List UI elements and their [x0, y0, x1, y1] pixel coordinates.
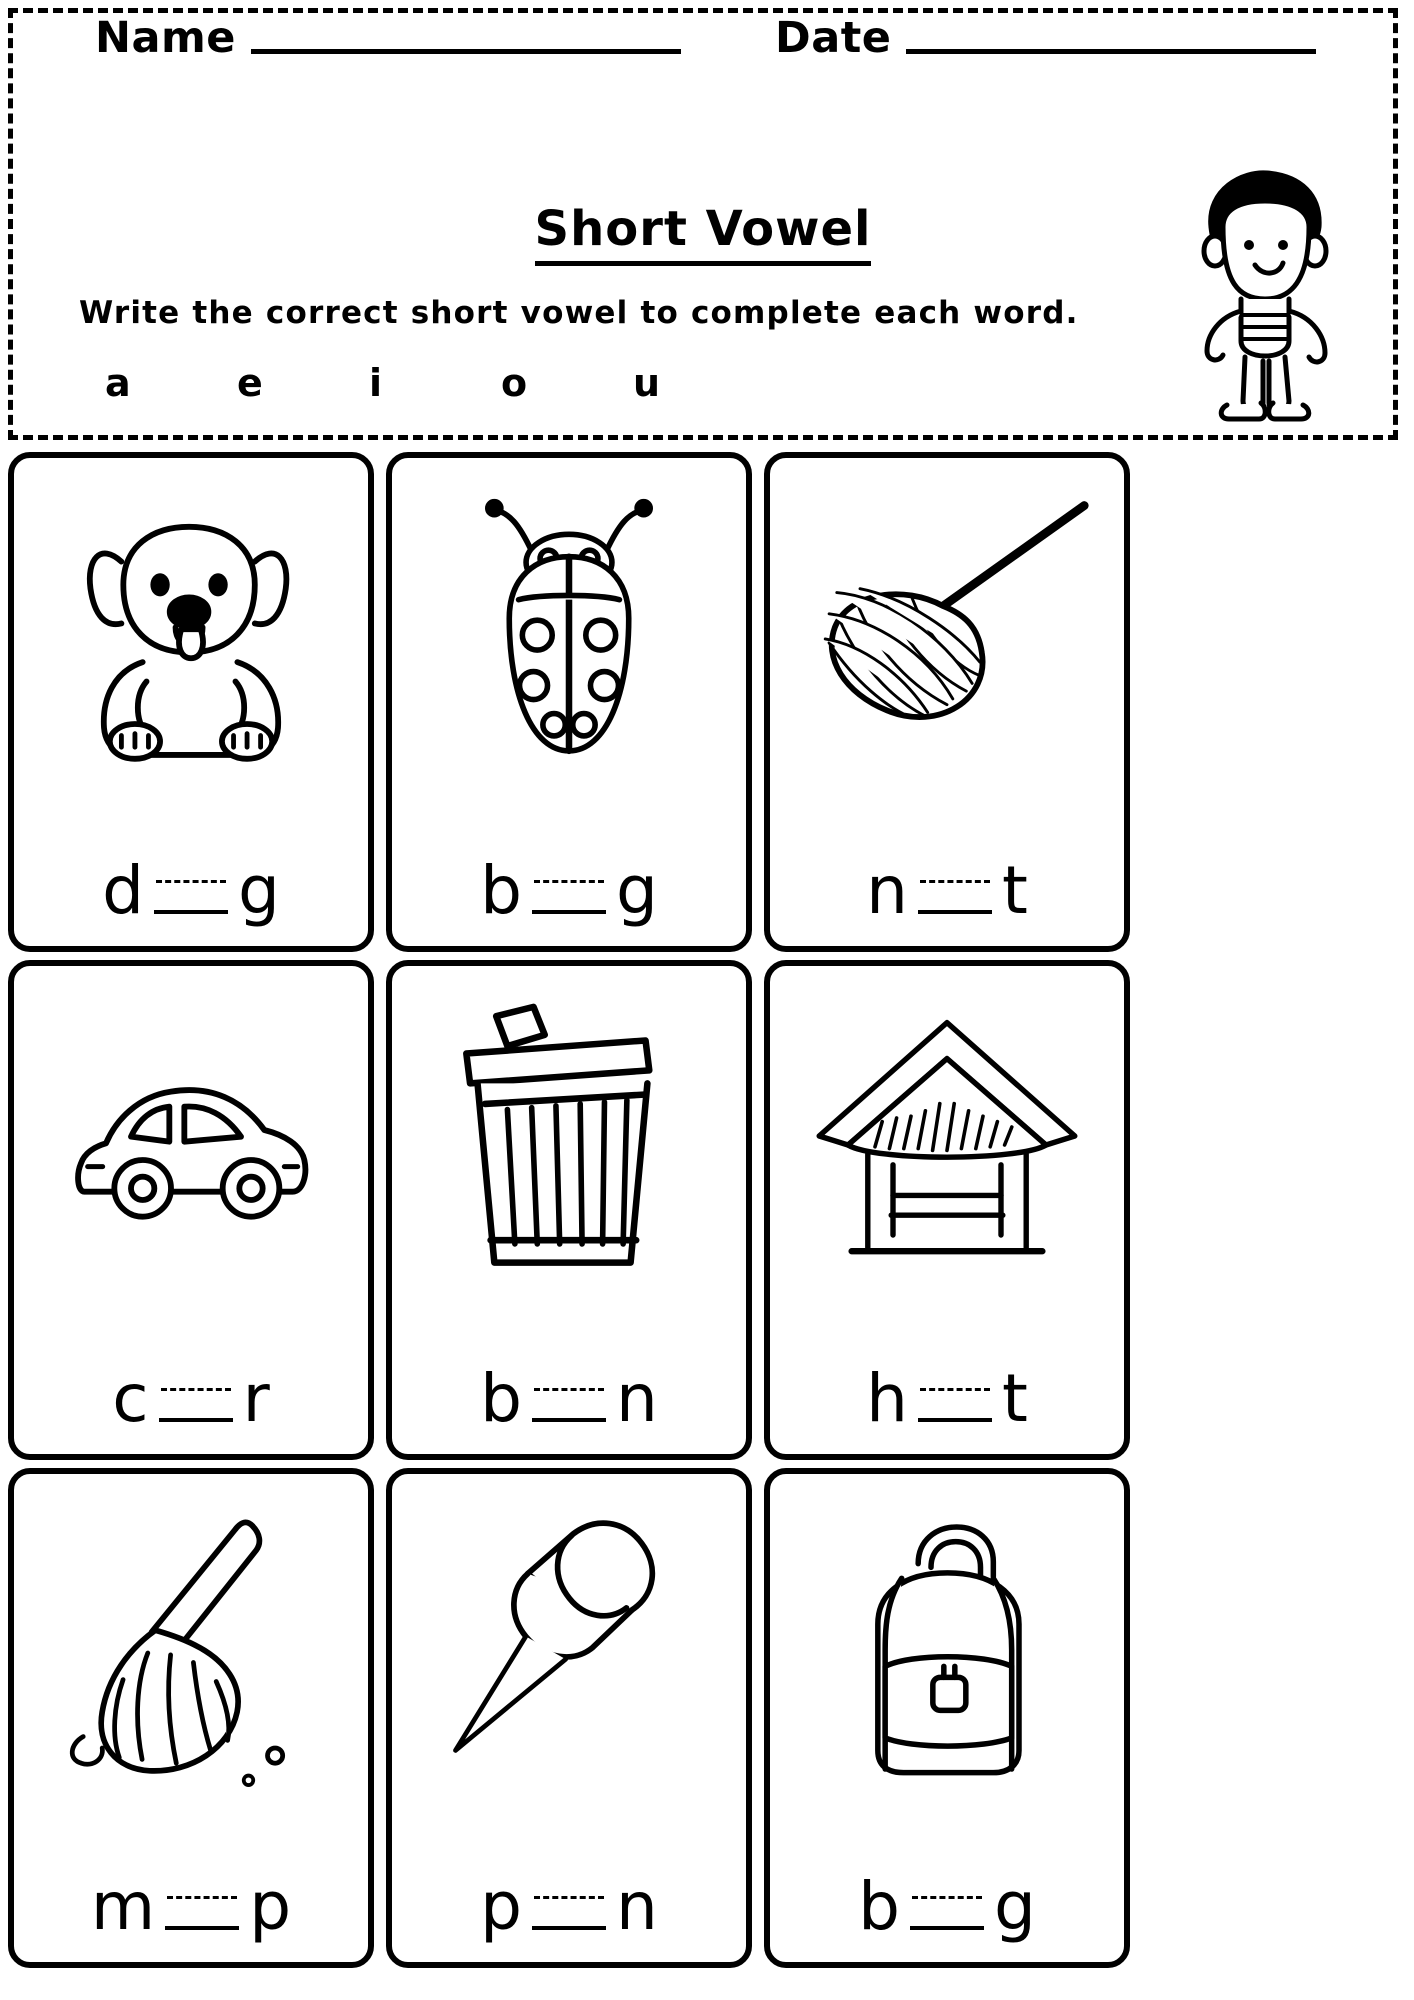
word-blank-7: [14, 1868, 368, 1945]
exercise-item-9[interactable]: [764, 1468, 1130, 1968]
name-input-line[interactable]: [251, 49, 681, 54]
exercise-item-8[interactable]: [386, 1468, 752, 1968]
exercise-item-6[interactable]: [764, 960, 1130, 1460]
instruction-text: Write the correct short vowel to complete each word.: [79, 295, 1079, 331]
word-blank-9: [770, 1868, 1124, 1945]
word-blank-5: [392, 1360, 746, 1437]
word-first-letter: c: [112, 1360, 149, 1437]
page-title-text: Short Vowel: [535, 201, 872, 266]
net-icon: [770, 472, 1124, 802]
vowel-answer-input[interactable]: [532, 1896, 606, 1930]
vowel-option-o: o: [501, 361, 528, 405]
worksheet-header: [8, 8, 1398, 440]
vowel-option-i: i: [369, 361, 383, 405]
hut-icon: [770, 980, 1124, 1310]
word-first-letter: p: [480, 1868, 523, 1945]
vowel-answer-input[interactable]: [918, 1388, 992, 1422]
exercise-item-2[interactable]: [386, 452, 752, 952]
vowel-option-a: a: [105, 361, 131, 405]
exercise-item-7[interactable]: [8, 1468, 374, 1968]
exercise-grid: [8, 452, 1406, 1976]
word-last-letter: g: [616, 852, 658, 929]
word-last-letter: r: [242, 1360, 270, 1437]
word-first-letter: h: [866, 1360, 908, 1437]
exercise-item-4[interactable]: [8, 960, 374, 1460]
vowel-answer-input[interactable]: [532, 1388, 606, 1422]
bag-icon: [770, 1488, 1124, 1818]
mop-icon: [14, 1488, 368, 1818]
word-last-letter: n: [616, 1360, 658, 1437]
pin-icon: [392, 1488, 746, 1818]
word-blank-2: [392, 852, 746, 929]
ladybug-icon: [392, 472, 746, 802]
vowel-option-e: e: [237, 361, 263, 405]
word-last-letter: t: [1001, 1360, 1028, 1437]
word-first-letter: n: [866, 852, 908, 929]
word-first-letter: d: [102, 852, 144, 929]
bin-icon: [392, 980, 746, 1310]
name-label: Name: [95, 13, 236, 63]
dog-icon: [14, 472, 368, 802]
exercise-item-1[interactable]: [8, 452, 374, 952]
word-first-letter: b: [858, 1868, 900, 1945]
word-blank-8: [392, 1868, 746, 1945]
word-last-letter: n: [616, 1868, 658, 1945]
car-icon: [14, 980, 368, 1310]
word-last-letter: g: [994, 1868, 1036, 1945]
exercise-item-5[interactable]: [386, 960, 752, 1460]
word-first-letter: m: [90, 1868, 156, 1945]
word-first-letter: b: [480, 852, 522, 929]
word-blank-3: [770, 852, 1124, 929]
vowel-bank: [105, 361, 825, 405]
date-label: Date: [775, 13, 892, 63]
date-input-line[interactable]: [906, 49, 1316, 54]
word-blank-4: [14, 1360, 368, 1437]
vowel-option-u: u: [633, 361, 661, 405]
vowel-answer-input[interactable]: [918, 880, 992, 914]
vowel-answer-input[interactable]: [910, 1896, 984, 1930]
vowel-answer-input[interactable]: [532, 880, 606, 914]
word-blank-1: [14, 852, 368, 929]
vowel-answer-input[interactable]: [154, 880, 228, 914]
word-blank-6: [770, 1360, 1124, 1437]
boy-mascot-icon: [1163, 165, 1363, 435]
vowel-answer-input[interactable]: [165, 1896, 239, 1930]
exercise-item-3[interactable]: [764, 452, 1130, 952]
word-last-letter: g: [238, 852, 280, 929]
vowel-answer-input[interactable]: [159, 1388, 233, 1422]
word-first-letter: b: [480, 1360, 523, 1437]
word-last-letter: p: [249, 1868, 292, 1945]
word-last-letter: t: [1001, 852, 1028, 929]
